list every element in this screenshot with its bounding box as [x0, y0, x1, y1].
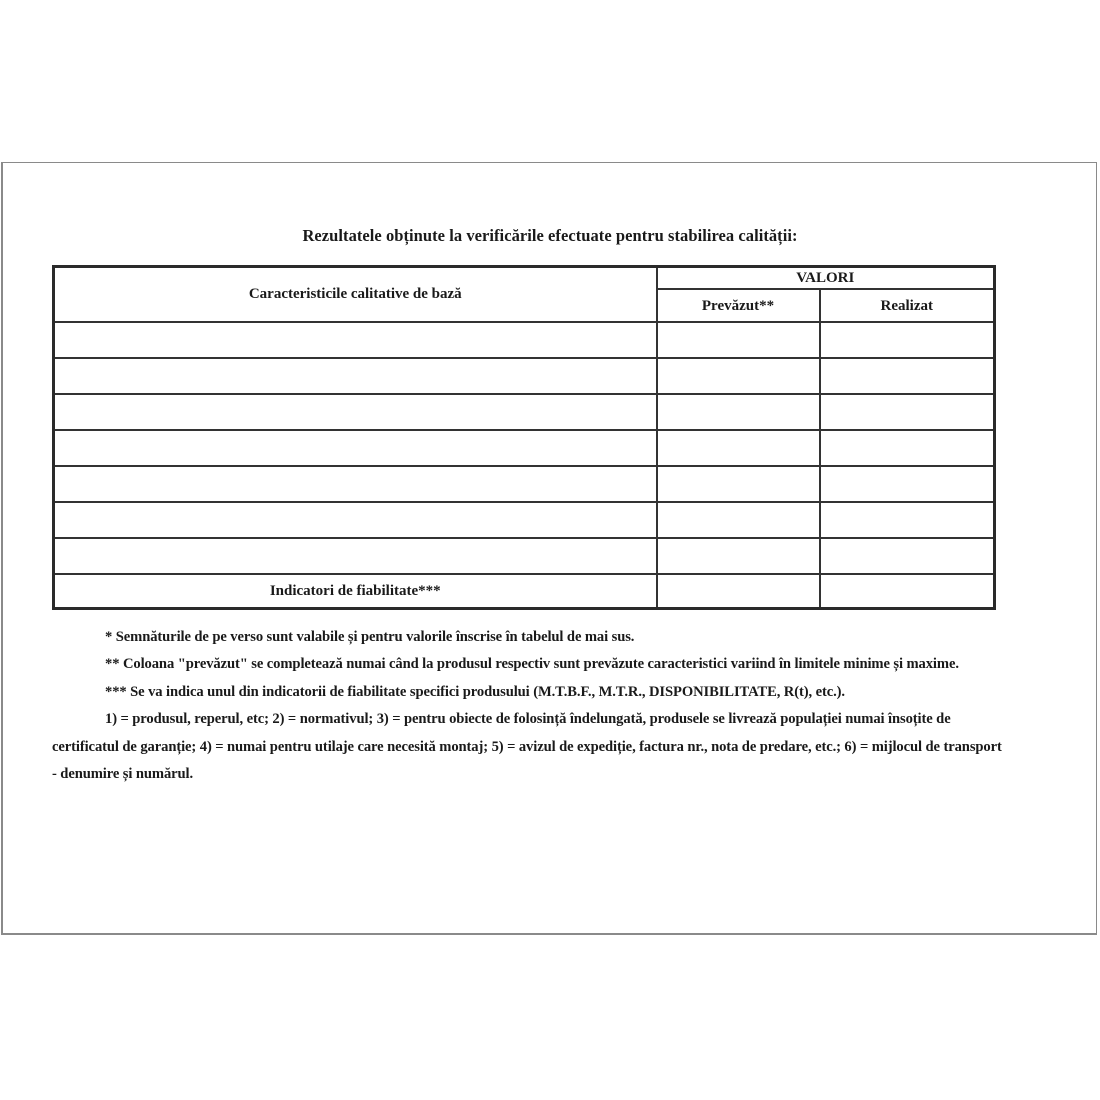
table-row: [54, 358, 995, 394]
achieved-cell[interactable]: [820, 430, 995, 466]
achieved-cell[interactable]: [820, 466, 995, 502]
table-row: [54, 502, 995, 538]
characteristic-cell[interactable]: [54, 394, 657, 430]
characteristic-cell[interactable]: [54, 322, 657, 358]
footnote-signatures: * Semnăturile de pe verso sunt valabile și pentru valorile înscrise în tabelul de mai sus.: [105, 629, 635, 645]
table-row: [54, 466, 995, 502]
table-row: [54, 430, 995, 466]
footnote-reliability: *** Se va indica unul din indicatorii de fiabilitate specifici produsului (M.T.B.F., M.T.R., DISPONIBILITATE, R(t), etc.).: [105, 683, 845, 700]
reliability-achieved-cell[interactable]: [820, 574, 995, 609]
achieved-cell[interactable]: [820, 322, 995, 358]
header-planned: Prevăzut**: [657, 289, 820, 322]
characteristic-cell[interactable]: [54, 430, 657, 466]
characteristic-cell[interactable]: [54, 466, 657, 502]
table-row: [54, 394, 995, 430]
characteristic-cell[interactable]: [54, 502, 657, 538]
table-header-row: [54, 267, 995, 290]
achieved-cell[interactable]: [820, 358, 995, 394]
reliability-planned-cell[interactable]: [657, 574, 820, 609]
footnotes: [52, 624, 1002, 788]
footnote-legend: 1) = produsul, reperul, etc; 2) = normativul; 3) = pentru obiecte de folosință îndelungată, produsele se livrează populației numai însoțite de certificatul de garanție; 4) = numai pentru utilaje care necesită montaj; 5) = avizul de expediție, factura nr., nota de predare, etc.; 6) = mijlocul de transport - denumire și numărul.: [52, 711, 1002, 783]
document-title: Rezultatele obținute la verificările efectuate pentru stabilirea calității:: [302, 226, 798, 245]
achieved-cell[interactable]: [820, 394, 995, 430]
planned-cell[interactable]: [657, 322, 820, 358]
planned-cell[interactable]: [657, 538, 820, 574]
header-characteristics: Caracteristicile calitative de bază: [54, 267, 657, 323]
achieved-cell[interactable]: [820, 502, 995, 538]
achieved-cell[interactable]: [820, 538, 995, 574]
header-achieved: Realizat: [820, 289, 995, 322]
footnote-planned-column: ** Coloana "prevăzut" se completează numai când la produsul respectiv sunt prevăzute caracteristici variind în limitele minime și maxime.: [105, 656, 959, 673]
header-values-group: VALORI: [657, 267, 995, 290]
table-row: [54, 538, 995, 574]
quality-results-table: [52, 265, 996, 610]
planned-cell[interactable]: [657, 502, 820, 538]
planned-cell[interactable]: [657, 394, 820, 430]
planned-cell[interactable]: [657, 358, 820, 394]
table-row: [54, 322, 995, 358]
reliability-label: Indicatori de fiabilitate***: [54, 574, 657, 609]
planned-cell[interactable]: [657, 430, 820, 466]
characteristic-cell[interactable]: [54, 538, 657, 574]
characteristic-cell[interactable]: [54, 358, 657, 394]
planned-cell[interactable]: [657, 466, 820, 502]
reliability-row: [54, 574, 995, 609]
